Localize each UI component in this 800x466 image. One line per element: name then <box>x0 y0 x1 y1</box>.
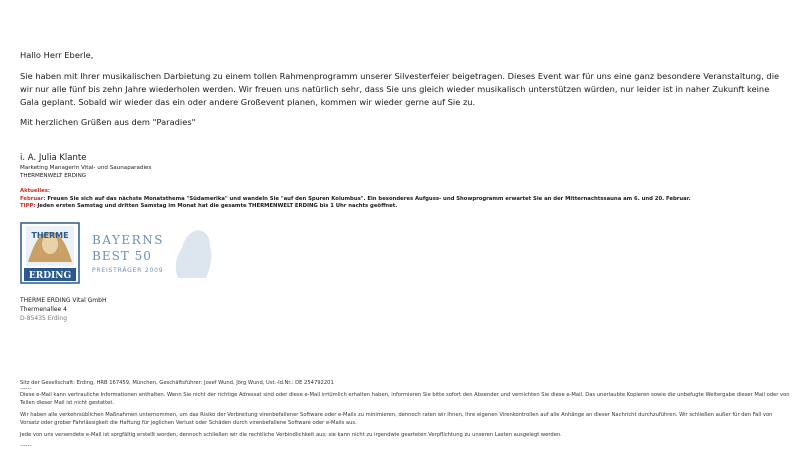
news-heading: Aktuelles: <box>20 188 51 194</box>
tip-text: Jeden ersten Samstag und dritten Samstag im Monat hat die gesamte THERMENWELT ERDING bis 1 Uhr nachts geöffnet. <box>35 203 398 209</box>
news-tip <box>20 203 790 211</box>
best50-text: BEST 50 <box>92 249 152 263</box>
register-info: Sitz der Gesellschaft: Erding, HRB 167459, München, Geschäftsführer: Josef Wund, Jörg Wund, Ust.-Id.Nr.: DE 254792201 <box>20 380 334 386</box>
greeting: Hallo Herr Eberle, <box>20 50 94 60</box>
signature-role: Marketing Managerin Vital- und Saunaparadies <box>20 165 152 171</box>
therme-erding-logo[interactable] <box>20 222 80 284</box>
february-label: Februar: <box>20 195 46 202</box>
signature-name: i. A. Julia Klante <box>20 153 87 163</box>
legal-disclaimer <box>20 380 790 449</box>
disclaimer-confidential: Diese e-Mail kann vertrauliche Informationen enthalten. Wenn Sie nicht der richtige Adressat sind oder diese e-Mail irrtümlich erhalten haben, informieren Sie bitte sofort den Absender und vernichten Sie diese e-Mail. Das unerlaubte Kopieren sowie die unbefugte Weitergabe dieser Mail oder von Teilen dieser Mail ist nicht gestattet. <box>20 392 790 406</box>
address-line-street: Thermenallee 4 <box>20 306 67 313</box>
disclaimer-liability: Jede von uns versendete e-Mail ist sorgfältig erstellt worden, dennoch schließen wir die rechtliche Verbindlichkeit aus; sie kann nicht zu irgendwie gearteten Verpflichtung zu unseren Lasten ausgelegt werden. <box>20 432 562 439</box>
closing-line: Mit herzlichen Grüßen aus dem "Paradies" <box>20 117 196 127</box>
address-line-company: THERME ERDING Vital GmbH <box>20 297 107 304</box>
company-address <box>20 296 106 323</box>
bayerns-best-50-logo <box>86 222 216 284</box>
address-line-city: D-85435 Erding <box>20 315 68 322</box>
message-paragraph: Sie haben mit Ihrer musikalischen Darbietung zu einem tollen Rahmenprogramm unserer Silvesterfeier beigetragen. Dieses Event war für uns eine ganz besondere Veranstaltung, die wir nur alle fünf bis zehn Jahre wiederholen werden. Wir freuen uns natürlich sehr, dass Sie uns gleich wieder musikalisch unterstützen würden, nur leider ist in naher Zukunft keine Gala geplant. Sobald wir wieder das ein oder andere Großevent planen, kommen wir wieder gerne auf Sie zu. <box>20 71 780 107</box>
tip-label: TIPP: <box>20 203 36 209</box>
preistraeger-text: PREISTRÄGER 2009 <box>92 267 164 274</box>
news-february <box>20 196 790 204</box>
news-block <box>20 188 790 211</box>
therme-wordmark: THERME <box>31 231 69 240</box>
separator: ------ <box>20 386 32 393</box>
separator: ------ <box>20 443 32 450</box>
february-text: Freuen Sie sich auf das nächste Monatsthema "Südamerika" und wandeln Sie "auf den Spuren Kolumbus". Ein besonderes Aufguss- und Showprogramm erwartet Sie an der Mitternachtssauna am 6. und 20. Februar. <box>45 195 691 202</box>
bayerns-text: BAYERNS <box>92 233 164 247</box>
signature-company: THERMENWELT ERDING <box>20 173 87 179</box>
erding-wordmark: ERDING <box>28 271 72 281</box>
disclaimer-virus: Wir haben alle verkehrsüblichen Maßnahmen unternommen, um das Risiko der Verbreitung virenbefallener Software oder e-Mails zu minimieren, dennoch raten wir Ihnen, Ihre eigenen Virenkontrollen auf alle Anhänge an dieser Nachricht durchzuführen. Wir schließen außer für den Fall von Vorsatz oder grober Fahrlässigkeit die Haftung für jeglichen Verlust oder Schäden durch virenbefallene Software oder e-Mails aus. <box>20 412 773 426</box>
